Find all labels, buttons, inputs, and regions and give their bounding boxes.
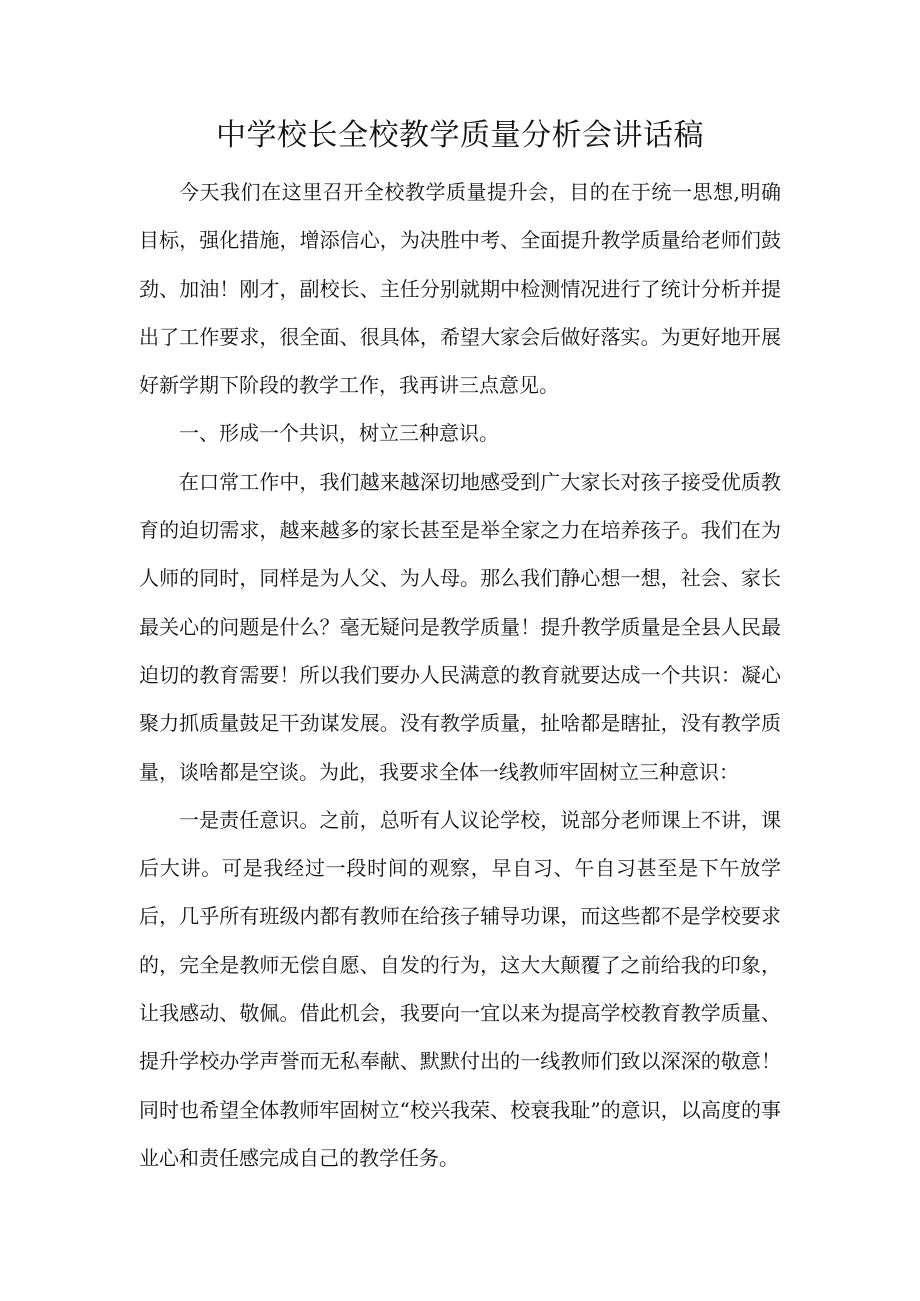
- paragraph-responsibility: 一是责任意识。之前，总听有人议论学校，说部分老师课上不讲，课后大讲。可是我经过一段时间的观察，早自习、午自习甚至是下午放学后，几乎所有班级内都有教师在给孩子辅导功课，而这些都不是学校要求的，完全是教师无偿自愿、自发的行为，这大大颠覆了之前给我的印象，让我感动、敬佩。借此机会，我要向一宜以来为提高学校教育教学质量、提升学校办学声誉而无私奉献、默默付出的一线教师们致以深深的敬意！同时也希望全体教师牢固树立“校兴我荣、校衰我耻”的意识，以高度的事业心和责任感完成自己的教学任务。: [139, 807, 781, 1170]
- document-title: 中学校长全校教学质量分析会讲话稿: [216, 118, 704, 153]
- paragraph-consensus: 在口常工作中，我们越来越深切地感受到广大家长对孩子接受优质教育的迫切需求，越来越多的家长甚至是举全家之力在培养孩子。我们在为人师的同时，同样是为人父、为人母。那么我们静心想一想，社会、家长最关心的问题是什么？毫无疑问是教学质量！提升教学质量是全县人民最迫切的教育需要！所以我们要办人民满意的教育就要达成一个共识：凝心聚力抓质量鼓足干劲谋发展。没有教学质量，扯啥都是瞎扯，没有教学质量，谈啥都是空谈。为此，我要求全体一线教师牢固树立三种意识：: [139, 469, 781, 784]
- paragraph-intro: 今天我们在这里召开全校教学质量提升会，目的在于统一思想,明确目标，强化措施，增添信心，为决胜中考、全面提升教学质量给老师们鼓劲、加油！刚才，副校长、主任分别就期中检测情况进行了统计分析并提出了工作要求，很全面、很具体，希望大家会后做好落实。为更好地开展好新学期下阶段的教学工作，我再讲三点意见。: [139, 180, 781, 398]
- paragraph-section-heading: 一、形成一个共识，树立三种意识。: [179, 421, 499, 446]
- document-body: [139, 168, 781, 1182]
